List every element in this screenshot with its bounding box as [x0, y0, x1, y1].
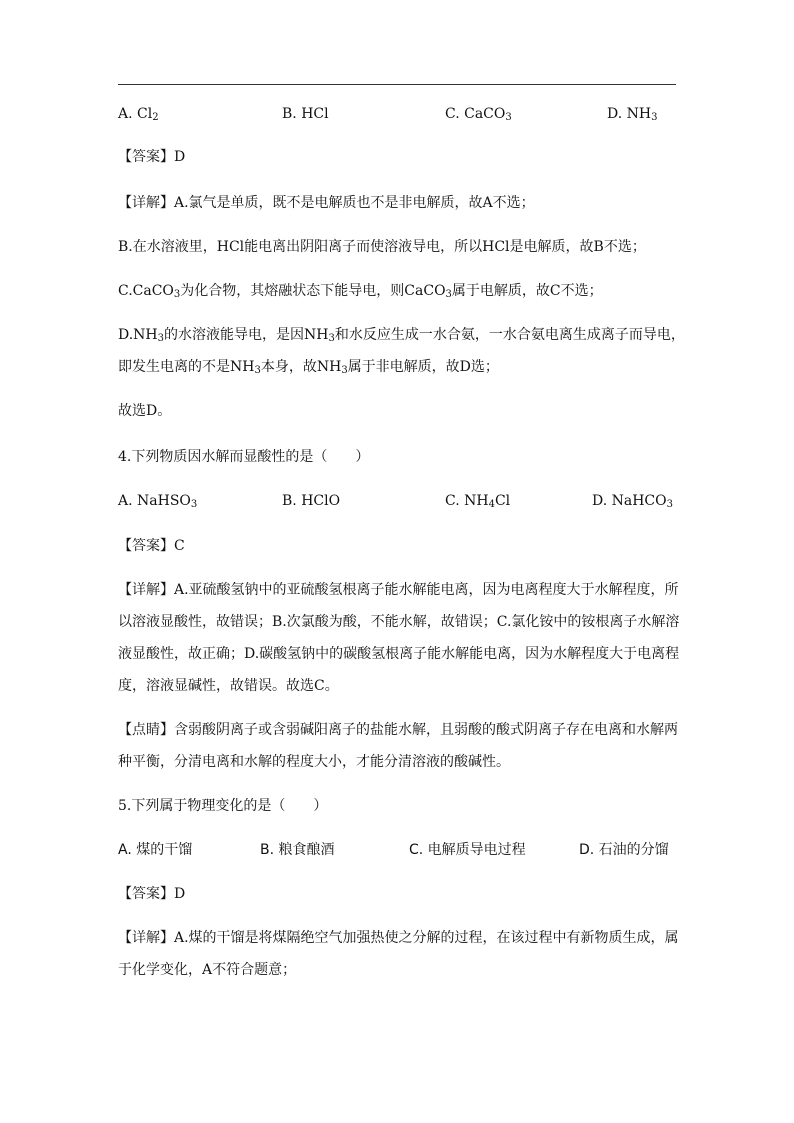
q4-detail-line: 【详解】A.亚硫酸氢钠中的亚硫酸氢根离子能水解能电离，因为电离程度大于水解程度，所: [118, 582, 679, 598]
q3-detail-line: 【详解】A.氯气是单质，既不是电解质也不是非电解质，故A不选；: [118, 195, 535, 211]
q3-detail-line: C.CaCO$_3$为化合物，其熔融状态下能导电，则CaCO$_3$属于电解质，故C不选；: [118, 283, 603, 300]
q5-stem: 5.下列属于物理变化的是（ ）: [118, 798, 328, 814]
q4-detail-line: 以溶液显酸性，故错误；B.次氯酸为酸，不能水解，故错误；C.氯化铵中的铵根离子水解溶: [118, 614, 680, 630]
q4-comment-line: 种平衡，分清电离和水解的程度大小，才能分清溶液的酸碱性。: [118, 754, 510, 770]
q5-option-c: C. 电解质导电过程: [409, 842, 526, 858]
q3-detail-line: $D.NH_3$的水溶液能导电，是因$NH_3$和水反应生成一水合氨，一水合氨电离生成离子而导电，: [118, 327, 685, 344]
q5-detail-line: 【详解】A.煤的干馏是将煤隔绝空气加强热使之分解的过程，在该过程中有新物质生成，属: [118, 930, 679, 946]
q3-detail-line: 即发生电离的不是$NH_3$本身，故$NH_3$属于非电解质，故D选；: [118, 359, 499, 376]
q4-option-b: B. HClO: [282, 493, 341, 509]
q3-option-b: B. HCl: [282, 106, 329, 122]
q5-answer: 【答案】D: [118, 886, 186, 902]
q4-option-a: A. NaHSO$_3$: [118, 493, 198, 510]
q4-detail-line: 度，溶液显碱性，故错误。故选C。: [118, 678, 339, 694]
q4-option-d: D. NaHCO$_3$: [592, 493, 673, 510]
q5-option-b: B. 粮食酿酒: [260, 842, 335, 858]
q3-answer: 【答案】D: [118, 149, 186, 165]
q3-option-c: C. CaCO$_3$: [445, 106, 512, 123]
q5-detail-line: 于化学变化，A不符合题意；: [118, 962, 297, 978]
q4-detail-line: 液显酸性，故正确；D.碳酸氢钠中的碳酸氢根离子能水解能电离，因为水解程度大于电离程: [118, 646, 680, 662]
q5-option-a: A. 煤的干馏: [118, 842, 193, 858]
q4-answer: 【答案】C: [118, 538, 185, 554]
q4-stem: 4.下列物质因水解而显酸性的是（ ）: [118, 449, 370, 465]
header-rule: [118, 84, 676, 85]
q3-option-a: A. $Cl_2$: [118, 106, 159, 123]
q3-option-d: D. $NH_3$: [607, 106, 658, 123]
q3-detail-line: B.在水溶液里，HCl能电离出阴阳离子而使溶液导电，所以HCl是电解质，故B不选；: [118, 239, 646, 255]
q4-comment-line: 【点睛】含弱酸阴离子或含弱碱阳离子的盐能水解，且弱酸的酸式阴离子存在电离和水解两: [118, 722, 678, 738]
q3-conclusion: 故选D。: [118, 403, 172, 419]
q4-option-c: C. $NH_4Cl$: [445, 493, 511, 510]
q5-option-d: D. 石油的分馏: [579, 842, 669, 858]
